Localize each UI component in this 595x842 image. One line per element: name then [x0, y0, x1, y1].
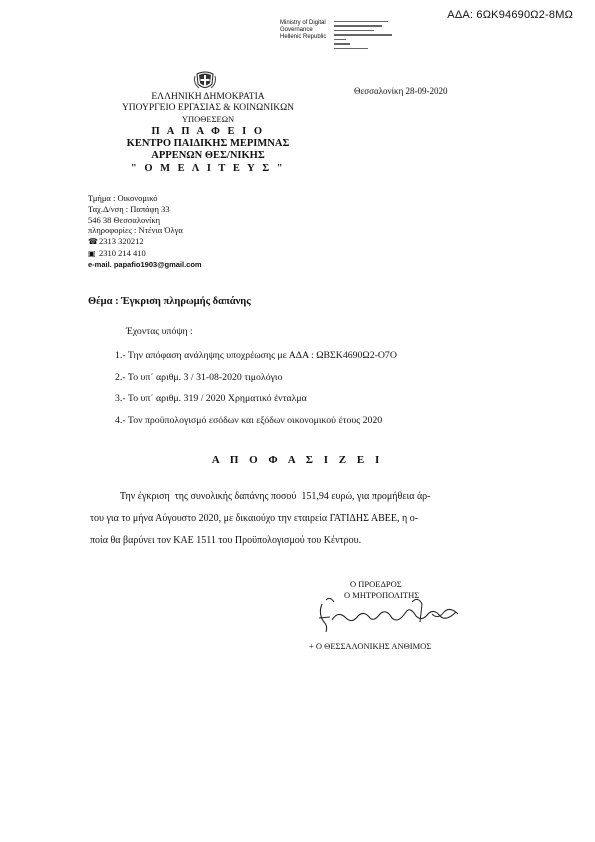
- considerations-list: [115, 345, 397, 431]
- greek-coat-of-arms-icon: [194, 70, 216, 92]
- phone-number: 2313 320212: [99, 236, 144, 247]
- fax-icon: ▣: [88, 248, 96, 258]
- list-item: 4.- Τον προϋπολογισμό εσόδων και εξόδων οικονομικού έτους 2020: [115, 414, 383, 426]
- decision-body: [90, 486, 516, 552]
- phone-icon: ☎: [88, 237, 98, 247]
- email: e-mail. papafio1903@gmail.com: [88, 259, 202, 269]
- header-line-4: Π Α Π Α Φ Ε Ι Ο: [151, 126, 265, 137]
- info-contact: πληροφορίες : Ντένια Όλγα: [88, 225, 183, 236]
- ada-number: ΑΔΑ: 6ΩΚ94690Ω2-8ΜΩ: [447, 9, 573, 21]
- digital-signature-stamp: [280, 20, 400, 56]
- signatory-title-1: Ο ΠΡΟΕΔΡΟΣ: [350, 579, 402, 589]
- contact-block: [88, 193, 202, 271]
- postal-code: 546 38 Θεσσαλονίκη: [88, 214, 161, 225]
- fax-number: 2310 214 410: [99, 247, 146, 258]
- header-line-3: ΥΠΟΘΕΣΕΩΝ: [181, 114, 235, 124]
- header-line-1: ΕΛΛΗΝΙΚΗ ΔΗΜΟΚΡΑΤΙΑ: [151, 92, 265, 102]
- body-line: Την έγκριση της συνολικής δαπάνης ποσού 151,94 ευρώ, για προμήθεια άρ-: [90, 491, 431, 502]
- list-item: 3.- Το υπ΄ αριθμ. 319 / 2020 Χρηματικό ένταλμα: [115, 393, 307, 404]
- handwritten-signature: [316, 592, 464, 640]
- header-line-6: ΑΡΡΕΝΩΝ ΘΕΣ/ΝΙΚΗΣ: [151, 150, 265, 161]
- header-line-2: ΥΠΟΥΡΓΕΙΟ ΕΡΓΑΣΙΑΣ & ΚΟΙΝΩΝΙΚΩΝ: [121, 103, 295, 113]
- phone-row: [88, 236, 202, 248]
- signatory-name: + Ο ΘΕΣΣΑΛΟΝΙΚΗΣ ΑΝΘΙΜΟΣ: [309, 641, 432, 651]
- decides-heading: Α Π Ο Φ Α Σ Ι Ζ Ε Ι: [211, 454, 384, 466]
- subject-line: Θέμα : Έγκριση πληρωμής δαπάνης: [88, 296, 251, 307]
- letterhead: [96, 92, 320, 175]
- stamp-line-3: Hellenic Republic: [280, 34, 327, 40]
- department: Τμήμα : Οικονομικό: [88, 193, 158, 203]
- stamp-line-2: Governance: [280, 27, 313, 33]
- document-date: Θεσσαλονίκη 28-09-2020: [354, 86, 448, 96]
- signatory-title-2: Ο ΜΗΤΡΟΠΟΛΙΤΗΣ: [344, 590, 420, 600]
- body-line: του για το μήνα Αύγουστο 2020, με δικαιούχο την εταιρεία ΓΑΤΙΔΗΣ ΑΒΕΕ, η ο-: [90, 513, 419, 524]
- list-item: 2.- Το υπ΄ αριθμ. 3 / 31-08-2020 τιμολόγιο: [115, 371, 283, 383]
- header-line-7: " Ο Μ Ε Λ Ι Τ Ε Υ Σ ": [130, 163, 286, 174]
- stamp-line-1: Ministry of Digital: [280, 20, 326, 26]
- address: Ταχ.Δ/νση : Παπάφη 33: [88, 203, 170, 214]
- body-line: ποία θα βαρύνει τον ΚΑΕ 1511 του Προϋπολογισμού του Κέντρου.: [90, 535, 362, 546]
- considering-label: Έχοντας υπόψη :: [126, 326, 193, 337]
- header-line-5: ΚΕΝΤΡΟ ΠΑΙΔΙΚΗΣ ΜΕΡΙΜΝΑΣ: [126, 138, 290, 149]
- stamp-illegible-text: [334, 21, 392, 52]
- list-item: 1.- Την απόφαση ανάληψης υποχρέωσης με ΑΔΑ : ΩΒΣΚ4690Ω2-Ο7Ο: [115, 350, 397, 361]
- fax-row: [88, 248, 202, 260]
